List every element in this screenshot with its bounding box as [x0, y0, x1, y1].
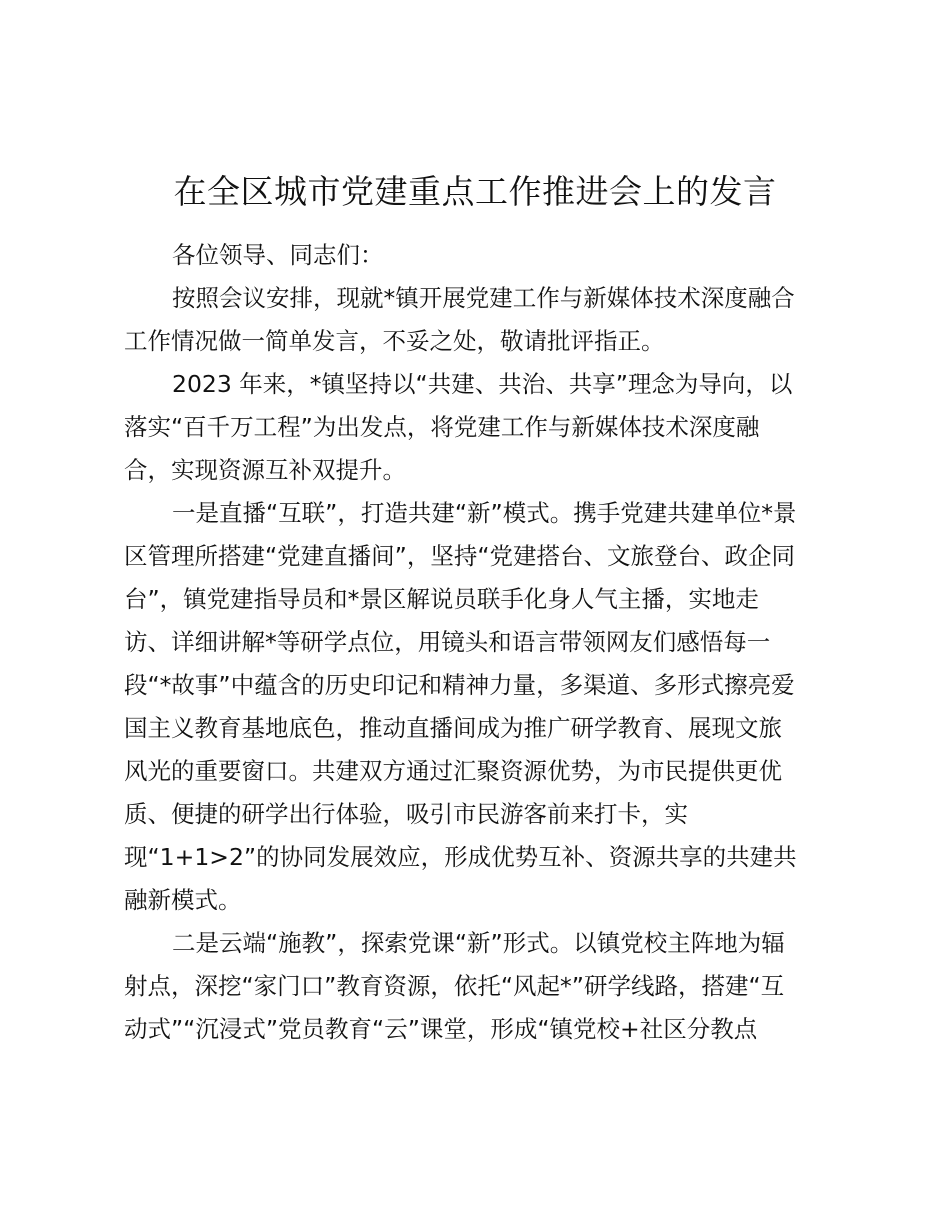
body-line: 射点，深挖“家门口”教育资源，依托“风起*”研学线路，搭建“互 [124, 972, 785, 1000]
body-line: 工作情况做一简单发言，不妥之处，敬请批评指正。 [124, 327, 665, 355]
body-line: 现“1+1>2”的协同发展效应，形成优势互补、资源共享的共建共 [124, 843, 797, 871]
body-line: 质、便捷的研学出行体验，吸引市民游客前来打卡，实 [124, 800, 688, 828]
body-line: 风光的重要窗口。共建双方通过汇聚资源优势，为市民提供更优 [124, 757, 782, 785]
document-title: 在全区城市党建重点工作推进会上的发言 [173, 172, 777, 211]
body-line: 落实“百千万工程”为出发点，将党建工作与新媒体技术深度融 [124, 413, 760, 441]
body-line: 融新模式。 [124, 886, 242, 914]
body-line: 区管理所搭建“党建直播间”，坚持“党建搭台、文旅登台、政企同 [124, 542, 796, 570]
body-line: 一是直播“互联”，打造共建“新”模式。携手党建共建单位*景 [172, 499, 797, 527]
body-line: 2023 年来，*镇坚持以“共建、共治、共享”理念为导向，以 [172, 370, 793, 398]
body-line: 合，实现资源互补双提升。 [124, 456, 406, 484]
body-line: 国主义教育基地底色，推动直播间成为推广研学教育、展现文旅 [124, 714, 782, 742]
body-line: 段“*故事”中蕴含的历史印记和精神力量，多渠道、多形式擦亮爱 [124, 671, 795, 699]
body-line: 台”，镇党建指导员和*景区解说员联手化身人气主播，实地走 [124, 585, 759, 613]
body-line: 二是云端“施教”，探索党课“新”形式。以镇党校主阵地为辐 [172, 929, 785, 957]
salutation-line: 各位领导、同志们： [172, 241, 384, 269]
body-line: 按照会议安排，现就*镇开展党建工作与新媒体技术深度融合 [172, 284, 795, 312]
body-line: 动式”“沉浸式”党员教育“云”课堂，形成“镇党校+社区分教点 [124, 1015, 758, 1043]
body-line: 访、详细讲解*等研学点位，用镜头和语言带领网友们感悟每一 [124, 628, 771, 656]
